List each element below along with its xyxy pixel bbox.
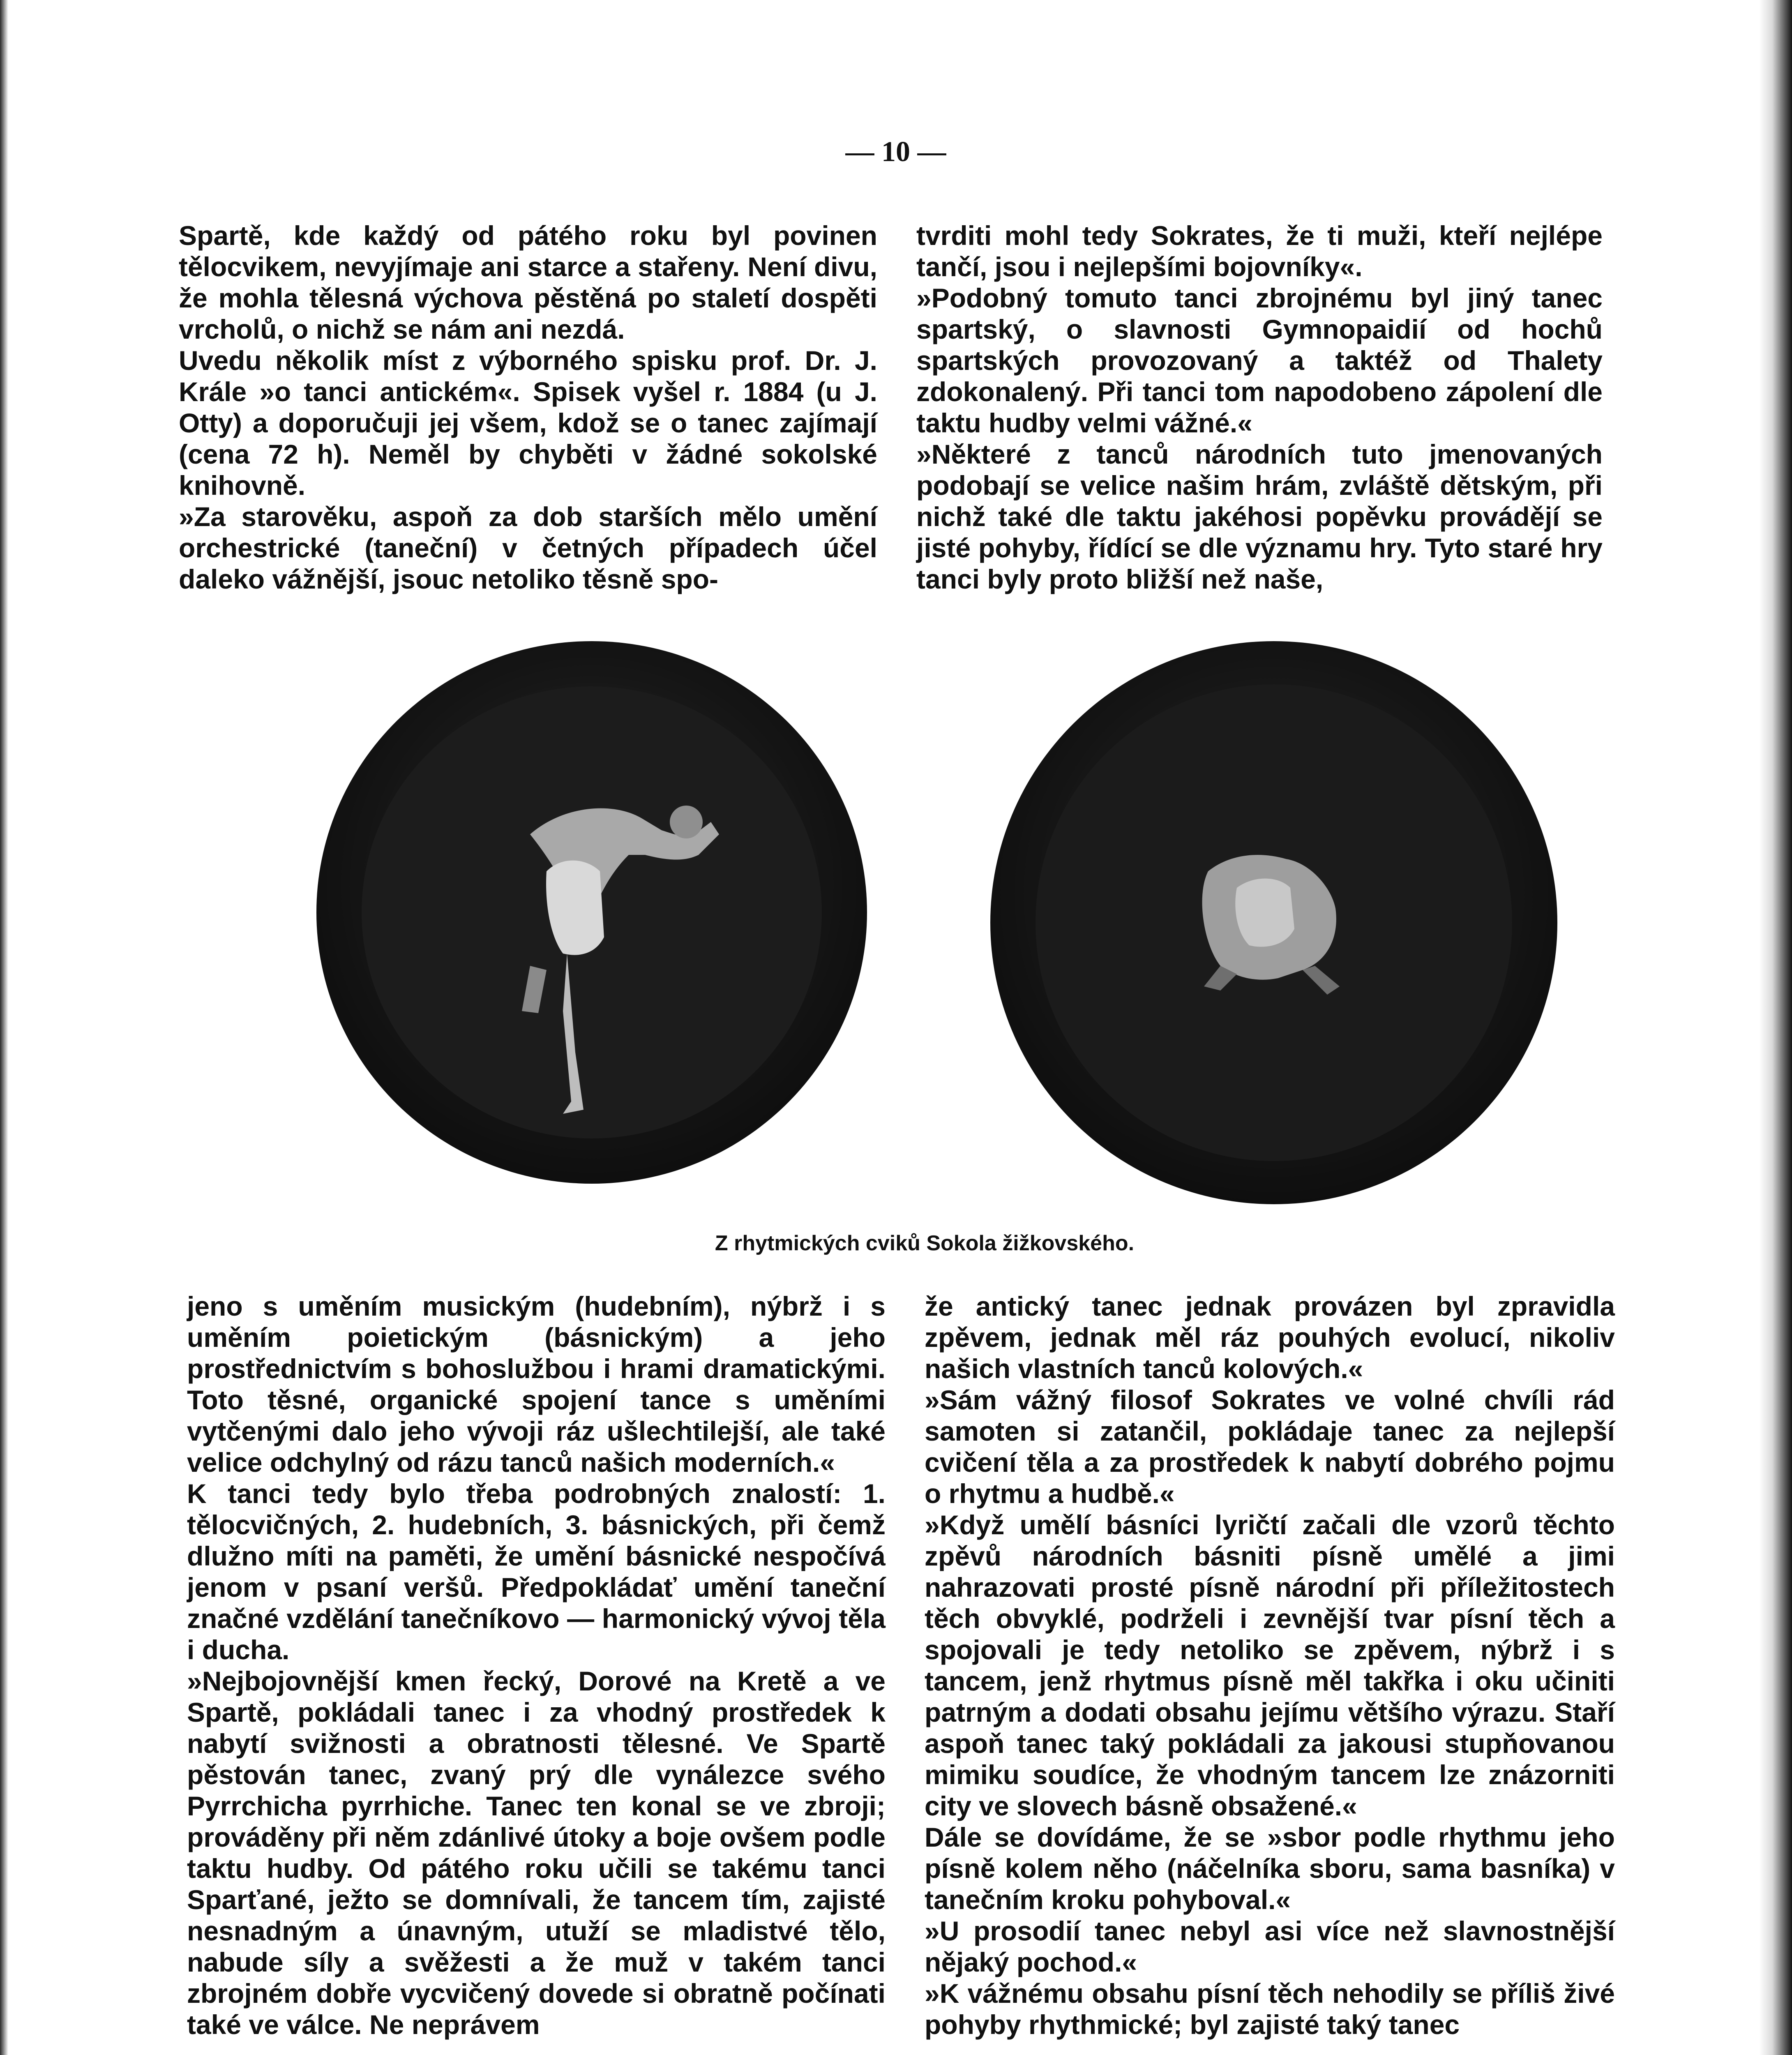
- bottom-left-column: [187, 1291, 893, 2040]
- photo-caption: Z rhytmických cviků Sokola žižkovského.: [715, 1231, 1135, 1255]
- paragraph: Dále se dovídáme, že se »sbor podle rhythmu jeho písně kolem něho (náčelníka sboru, sama basníka) v tanečním kroku pohyboval.«: [925, 1822, 1623, 1915]
- paragraph: »Za starověku, aspoň za dob starších mělo umění orchestrické (taneční) v četných případech účel daleko vážnější, jsouc netoliko těsně spo-: [179, 501, 885, 594]
- top-right-column: [916, 220, 1610, 595]
- paragraph: tvrditi mohl tedy Sokrates, že ti muži, kteří nejlépe tančí, jsou i nejlepšími bojovníky«.: [916, 220, 1610, 282]
- top-left-column: [179, 220, 885, 595]
- dancer-photo-right: [990, 641, 1557, 1204]
- bottom-right-column: [925, 1291, 1623, 2040]
- scan-edge-left: [0, 0, 8, 2055]
- paragraph: Spartě, kde každý od pátého roku byl povinen tělocvikem, nevyjímaje ani starce a stařeny. Není divu, že mohla tělesná výchova pěstěná po staletí dospěti vrcholů, o nichž se nám ani nezdá.: [179, 220, 885, 344]
- paragraph: »K vážnému obsahu písní těch nehodily se příliš živé pohyby rhythmické; byl zajisté taký tanec: [925, 1978, 1623, 2040]
- dancer-photo-left: [316, 641, 867, 1184]
- paragraph: »Sám vážný filosof Sokrates ve volné chvíli rád samoten si zatančil, pokládaje tanec za nejlepší cvičení těla a za prostředek k nabytí dobrého pojmu o rhytmu a hudbě.«: [925, 1385, 1623, 1509]
- dancer-crouched-figure-image: [990, 641, 1557, 1204]
- page-number: — 10 —: [845, 136, 946, 168]
- paragraph: »Některé z tanců národních tuto jmenovaných podobají se velice našim hrám, zvláště dětským, při nichž také dle taktu jakéhosi popěvku provádějí se jisté pohyby, řídící se dle významu hry. Tyto staré hry tanci byly proto bližší než naše,: [916, 439, 1610, 594]
- scan-edge-right: [1759, 0, 1792, 2055]
- paragraph: jeno s uměním musickým (hudebním), nýbrž i s uměním poietickým (básnickým) a jeho prostřednictvím s bohoslužbou i hrami dramatickými. Toto těsné, organické spojení tance s uměními vytčenými dalo jeho vývoji ráz ušlechtilejší, ale také velice odchylný od rázu tanců našich moderních.«: [187, 1291, 893, 1478]
- paragraph: »Nejbojovnější kmen řecký, Dorové na Kretě a ve Spartě, pokládali tanec i za vhodný prostředek k nabytí svižnosti a obratnosti tělesné. Ve Spartě pěstován tanec, zvaný prý dle vynálezce svého Pyrrchicha pyrrhiche. Tanec ten konal se ve zbroji; prováděny při něm zdánlivé útoky a boje ovšem podle taktu hudby. Od pátého roku učili se takému tanci Sparťané, ježto se domnívali, že tancem tím, zajisté nesnadným a únavným, utuží se mladistvé tělo, nabude síly a svěžesti a že muž v takém tanci zbrojném dobře vycvičený dovede si obratně počínati také ve válce. Ne neprávem: [187, 1666, 893, 2040]
- paragraph: že antický tanec jednak provázen byl zpravidla zpěvem, jednak měl ráz pouhých evolucí, nikoliv našich vlastních tanců kolových.«: [925, 1291, 1623, 1384]
- paragraph: K tanci tedy bylo třeba podrobných znalostí: 1. tělocvičných, 2. hudebních, 3. básnických, při čemž dlužno míti na paměti, že umění básnické nespočívá jenom v psaní veršů. Předpokládať umění taneční značné vzdělání tanečníkovo — harmonický vývoj těla i ducha.: [187, 1478, 893, 1665]
- paragraph: »Když umělí básníci lyričtí začali dle vzorů těchto zpěvů národních básniti písně umělé a jimi nahrazovati prosté písně národní při příležitostech těch obvyklé, podrželi i zevnější tvar písní těch a spojovali je tedy netoliko se zpěvem, nýbrž i s tancem, jenž rhytmus písně měl takřka i oku učiniti patrným a dodati obsahu jejímu většího výrazu. Staří aspoň tanec taký pokládali za jakousi stupňovanou mimiku soudíce, že vhodným tancem lze znázorniti city ve slovech básně obsažené.«: [925, 1510, 1623, 1821]
- paragraph: »Podobný tomuto tanci zbrojnému byl jiný tanec spartský, o slavnosti Gymnopaidií od hochů spartských provozovaný a taktéž od Thalety zdokonalený. Při tanci tom napodobeno zápolení dle taktu hudby velmi vážné.«: [916, 283, 1610, 438]
- dancer-bent-figure-image: [316, 641, 867, 1184]
- paragraph: »U prosodií tanec nebyl asi více než slavnostnější nějaký pochod.«: [925, 1916, 1623, 1977]
- paragraph: Uvedu několik míst z výborného spisku prof. Dr. J. Krále »o tanci antickém«. Spisek vyšel r. 1884 (u J. Otty) a doporučuji jej všem, kdož se o tanec zajímají (cena 72 h). Neměl by chyběti v žádné sokolské knihovně.: [179, 345, 885, 501]
